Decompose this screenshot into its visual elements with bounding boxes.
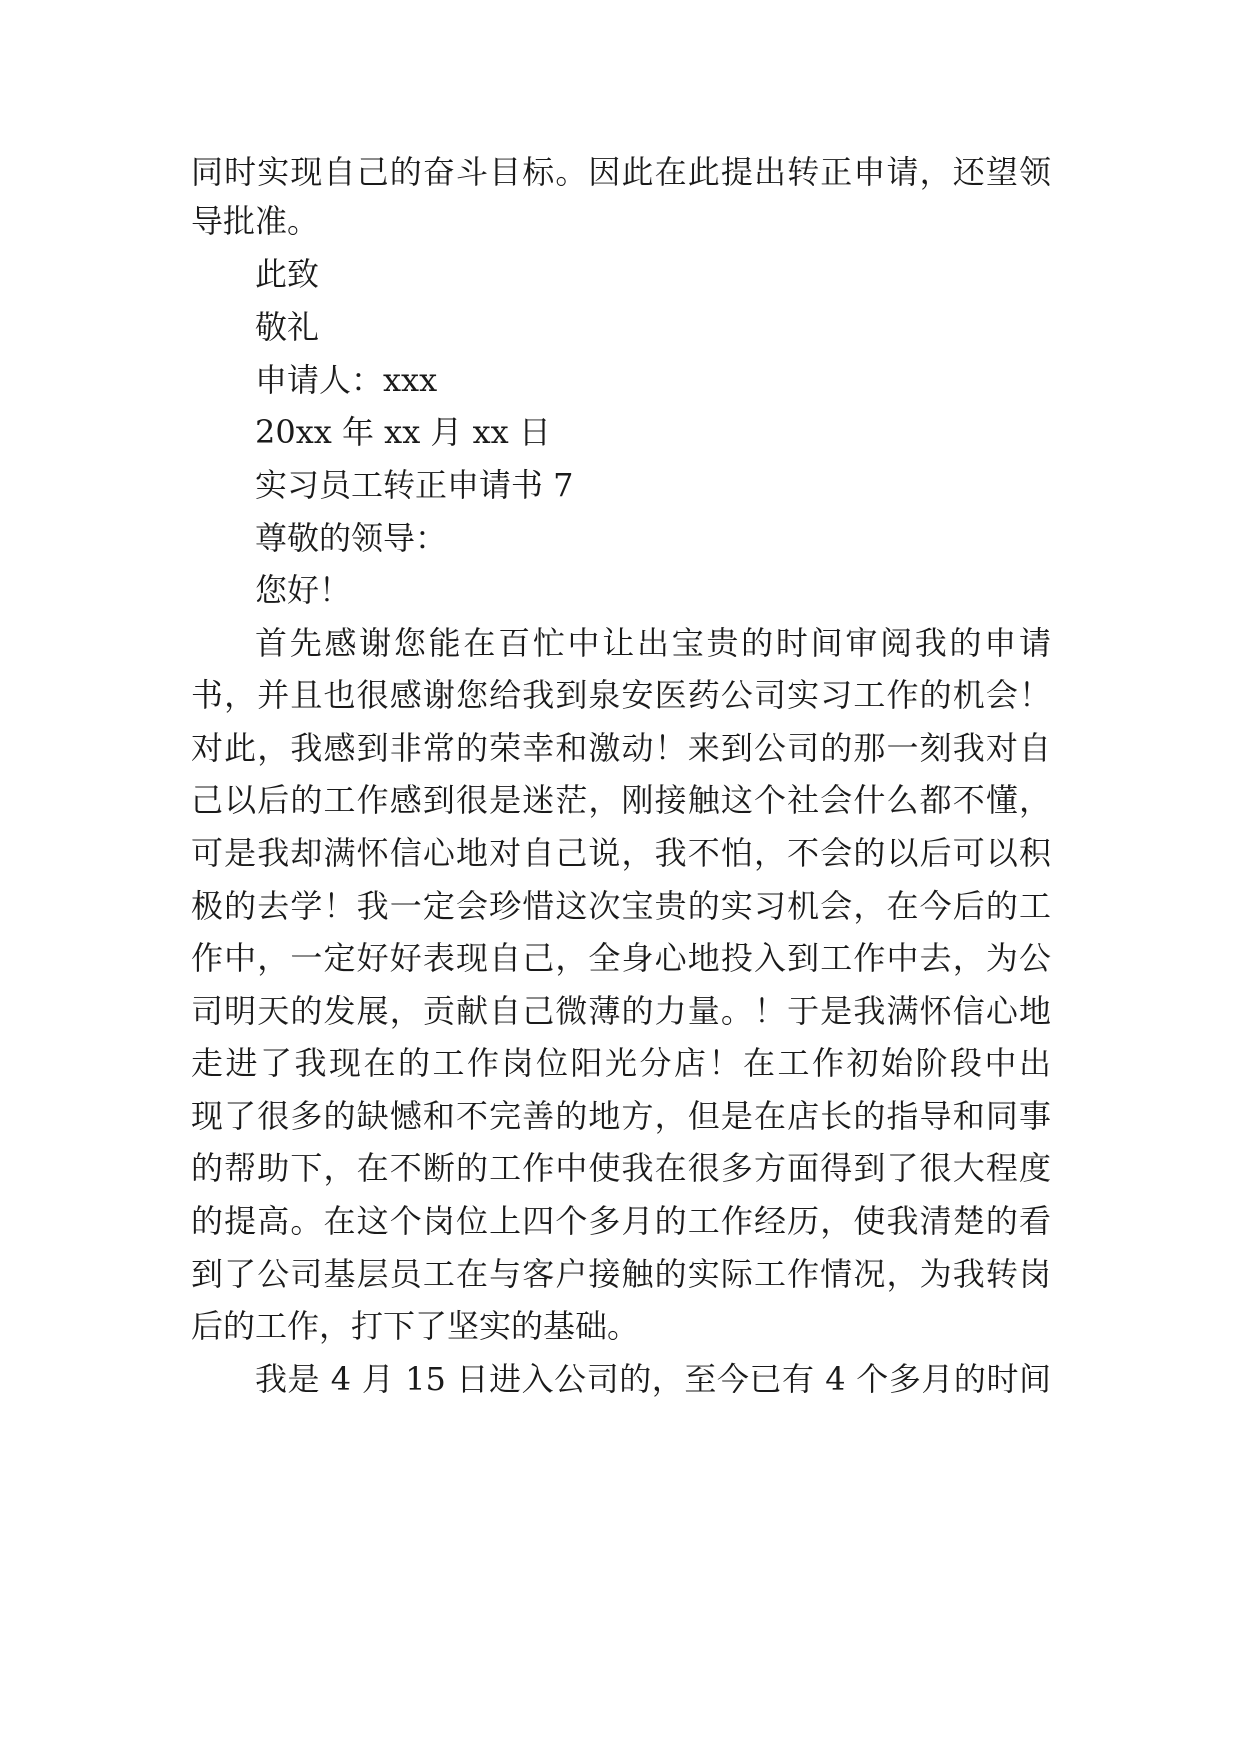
paragraph-line: 书，并且也很感谢您给我到泉安医药公司实习工作的机会！	[191, 676, 1051, 714]
paragraph-line: 首先感谢您能在百忙中让出宝贵的时间审阅我的申请	[255, 624, 1051, 662]
paragraph-line: 司明天的发展，贡献自己微薄的力量。！于是我满怀信心地	[191, 992, 1051, 1030]
closing-salutation: 此致	[255, 255, 320, 293]
date-line: 20xx 年 xx 月 xx 日	[255, 413, 551, 451]
greeting: 您好！	[255, 571, 352, 609]
paragraph-line: 可是我却满怀信心地对自己说，我不怕，不会的以后可以积	[191, 834, 1051, 872]
paragraph-line: 极的去学！我一定会珍惜这次宝贵的实习机会，在今后的工	[191, 887, 1051, 925]
paragraph-line: 现了很多的缺憾和不完善的地方，但是在店长的指导和同事	[191, 1097, 1051, 1135]
paragraph-line: 的帮助下，在不断的工作中使我在很多方面得到了很大程度	[191, 1149, 1051, 1187]
applicant-line: 申请人：xxx	[255, 361, 438, 399]
paragraph-line: 对此，我感到非常的荣幸和激动！来到公司的那一刻我对自	[191, 729, 1051, 767]
letter-title: 实习员工转正申请书 7	[255, 466, 574, 504]
closing-salutation: 敬礼	[255, 308, 320, 346]
paragraph-line: 到了公司基层员工在与客户接触的实际工作情况，为我转岗	[191, 1255, 1051, 1293]
paragraph-line: 己以后的工作感到很是迷茫，刚接触这个社会什么都不懂，	[191, 781, 1051, 819]
paragraph-line: 作中，一定好好表现自己，全身心地投入到工作中去，为公	[191, 939, 1051, 977]
paragraph-line: 走进了我现在的工作岗位阳光分店！在工作初始阶段中出	[191, 1044, 1051, 1082]
paragraph-line: 的提高。在这个岗位上四个多月的工作经历，使我清楚的看	[191, 1202, 1051, 1240]
paragraph-line: 同时实现自己的奋斗目标。因此在此提出转正申请，还望领	[191, 153, 1051, 191]
paragraph-line: 后的工作，打下了坚实的基础。	[191, 1307, 640, 1345]
paragraph-line: 我是 4 月 15 日进入公司的，至今已有 4 个多月的时间	[255, 1360, 1051, 1398]
greeting-to: 尊敬的领导：	[255, 519, 448, 557]
paragraph-line: 导批准。	[191, 202, 320, 240]
